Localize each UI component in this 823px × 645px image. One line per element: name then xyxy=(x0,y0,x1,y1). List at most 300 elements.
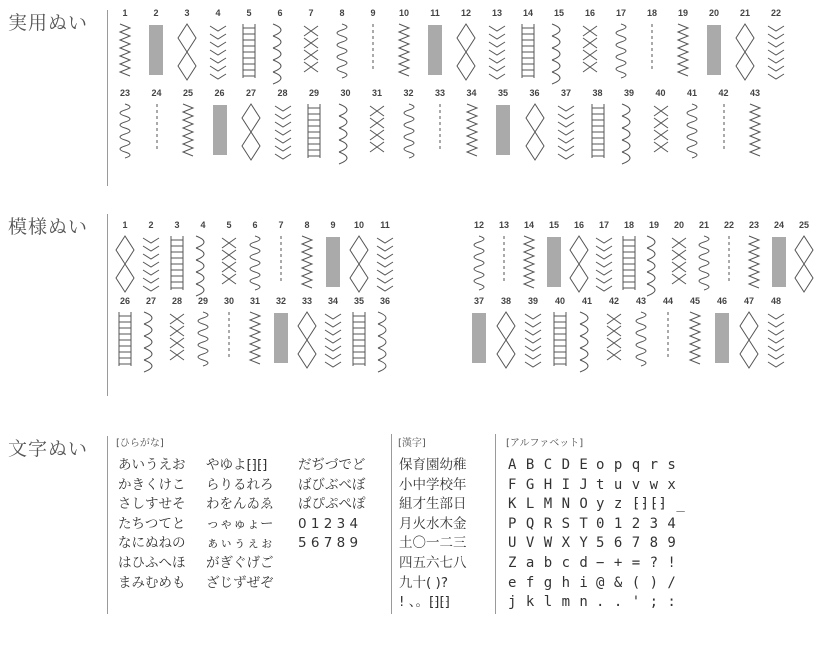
stitch-glyph-icon xyxy=(301,100,327,166)
stitch-number: 28 xyxy=(277,88,288,98)
stitch-number: 18 xyxy=(623,220,634,230)
character-line: ざじずぜぞ xyxy=(206,574,274,591)
stitch-pattern-21 xyxy=(691,220,717,300)
stitch-glyph-icon xyxy=(547,308,573,374)
stitch-pattern-35 xyxy=(346,296,372,376)
stitch-number: 21 xyxy=(739,8,750,18)
stitch-number: 7 xyxy=(278,220,284,230)
stitch-glyph-icon xyxy=(516,232,542,298)
stitch-number: 29 xyxy=(197,296,208,306)
character-line: だぢづでど xyxy=(298,457,366,473)
stitch-number: 45 xyxy=(689,296,700,306)
stitch-number: 38 xyxy=(592,88,603,98)
stitch-pattern-27 xyxy=(138,296,164,376)
stitch-glyph-icon xyxy=(346,232,372,298)
character-line: o p q r s xyxy=(596,457,677,473)
stitch-pattern-14 xyxy=(515,8,541,88)
stitch-glyph-icon xyxy=(639,20,665,86)
stitch-number: 31 xyxy=(249,296,260,306)
stitch-pattern-41 xyxy=(574,296,600,376)
character-line: っゃゅょー xyxy=(206,515,274,532)
stitch-pattern-19 xyxy=(641,220,667,300)
stitch-number: 48 xyxy=(770,296,781,306)
character-line: Z a b c d xyxy=(508,554,589,571)
stitch-glyph-icon xyxy=(574,308,600,374)
stitch-number: 7 xyxy=(308,8,314,18)
stitch-pattern-2 xyxy=(138,220,164,300)
stitch-glyph-icon xyxy=(709,308,735,374)
character-line: やゆよ⁅⁆⁅⁆ xyxy=(206,457,268,473)
stitch-number: 27 xyxy=(145,296,156,306)
section-divider xyxy=(107,214,108,396)
stitch-pattern-13 xyxy=(491,220,517,300)
practical-stitch-row-1 xyxy=(112,8,812,88)
stitch-glyph-icon xyxy=(608,20,634,86)
character-line: K L M N O xyxy=(508,496,589,513)
character-line: ! 、。⁅⁆⁅⁆ xyxy=(399,594,451,611)
stitch-glyph-icon xyxy=(298,20,324,86)
stitch-glyph-icon xyxy=(566,232,592,298)
stitch-glyph-icon xyxy=(655,308,681,374)
stitch-number: 27 xyxy=(245,88,256,98)
stitch-number: 19 xyxy=(648,220,659,230)
stitch-glyph-icon xyxy=(520,308,546,374)
stitch-pattern-26 xyxy=(112,296,138,376)
stitch-pattern-17 xyxy=(591,220,617,300)
stitch-number: 18 xyxy=(646,8,657,18)
stitch-number: 4 xyxy=(215,8,221,18)
section-label-practical: 実用ぬい xyxy=(8,12,89,34)
character-line: がぎぐげご xyxy=(206,554,274,571)
stitch-number: 42 xyxy=(608,296,619,306)
stitch-pattern-22 xyxy=(716,220,742,300)
stitch-pattern-7 xyxy=(268,220,294,300)
stitch-number: 32 xyxy=(403,88,414,98)
character-line: 5 6 7 8 9 xyxy=(596,535,677,552)
stitch-number: 39 xyxy=(527,296,538,306)
character-line: F G H I J xyxy=(508,476,589,493)
stitch-glyph-icon xyxy=(666,232,692,298)
stitch-glyph-icon xyxy=(144,100,170,166)
column-divider xyxy=(391,434,392,614)
stitch-pattern-24 xyxy=(766,220,792,300)
stitch-pattern-33 xyxy=(294,296,320,376)
stitch-number: 37 xyxy=(560,88,571,98)
stitch-glyph-icon xyxy=(591,232,617,298)
stitch-glyph-icon xyxy=(459,100,485,166)
stitch-pattern-12 xyxy=(453,8,479,88)
stitch-number: 19 xyxy=(677,8,688,18)
stitch-number: 28 xyxy=(171,296,182,306)
stitch-number: 36 xyxy=(379,296,390,306)
stitch-pattern-32 xyxy=(268,296,294,376)
stitch-pattern-40 xyxy=(648,88,674,168)
stitch-pattern-44 xyxy=(655,296,681,376)
stitch-number: 17 xyxy=(615,8,626,18)
stitch-glyph-icon xyxy=(205,20,231,86)
character-line: 小中学校年 xyxy=(399,476,467,493)
stitch-glyph-icon xyxy=(236,20,262,86)
character-line: . . ' ; : xyxy=(596,594,677,611)
character-line: たちつてと xyxy=(118,515,186,532)
character-line: まみむめも xyxy=(118,574,186,591)
stitch-pattern-18 xyxy=(639,8,665,88)
stitch-pattern-20 xyxy=(701,8,727,88)
stitch-glyph-icon xyxy=(763,20,789,86)
column-divider xyxy=(495,434,496,614)
stitch-pattern-18 xyxy=(616,220,642,300)
stitch-glyph-icon xyxy=(427,100,453,166)
stitch-number: 34 xyxy=(466,88,477,98)
stitch-pattern-25 xyxy=(175,88,201,168)
stitch-glyph-icon xyxy=(742,100,768,166)
stitch-pattern-14 xyxy=(516,220,542,300)
stitch-glyph-icon xyxy=(175,100,201,166)
stitch-pattern-46 xyxy=(709,296,735,376)
character-line: なにぬねの xyxy=(118,535,186,552)
character-line: 四五六七八 xyxy=(399,554,467,571)
alphabet-column-1 xyxy=(508,456,588,613)
stitch-number: 6 xyxy=(277,8,283,18)
hiragana-title: [ひらがな] xyxy=(116,438,164,449)
character-line: かきくけこ xyxy=(118,476,186,493)
section-divider xyxy=(107,436,108,614)
stitch-number: 8 xyxy=(304,220,310,230)
stitch-glyph-icon xyxy=(270,100,296,166)
section-label-decorative: 模様ぬい xyxy=(8,216,89,238)
stitch-glyph-icon xyxy=(484,20,510,86)
stitch-pattern-9 xyxy=(360,8,386,88)
character-line: ぱぴぷぺぽ xyxy=(298,496,366,513)
stitch-number: 2 xyxy=(153,8,159,18)
stitch-number: 26 xyxy=(214,88,225,98)
stitch-pattern-1 xyxy=(112,220,138,300)
stitch-pattern-13 xyxy=(484,8,510,88)
stitch-pattern-6 xyxy=(242,220,268,300)
stitch-number: 3 xyxy=(174,220,180,230)
stitch-glyph-icon xyxy=(396,100,422,166)
stitch-glyph-icon xyxy=(616,100,642,166)
kanji-column xyxy=(399,456,467,613)
character-line: 5 6 7 8 9 xyxy=(298,535,359,552)
stitch-number: 29 xyxy=(308,88,319,98)
stitch-pattern-23 xyxy=(112,88,138,168)
character-line: ばびぶべぼ xyxy=(298,476,366,493)
stitch-pattern-31 xyxy=(242,296,268,376)
stitch-number: 26 xyxy=(119,296,130,306)
stitch-pattern-3 xyxy=(164,220,190,300)
stitch-glyph-icon xyxy=(577,20,603,86)
stitch-number: 9 xyxy=(370,8,376,18)
character-line: らりるれろ xyxy=(206,476,274,493)
stitch-glyph-icon xyxy=(333,100,359,166)
stitch-pattern-4 xyxy=(190,220,216,300)
stitch-number: 35 xyxy=(497,88,508,98)
character-line: 保育園幼稚 xyxy=(399,457,467,473)
stitch-pattern-43 xyxy=(628,296,654,376)
stitch-number: 1 xyxy=(122,8,128,18)
stitch-glyph-icon xyxy=(585,100,611,166)
stitch-number: 10 xyxy=(398,8,409,18)
stitch-number: 31 xyxy=(371,88,382,98)
stitch-number: 15 xyxy=(548,220,559,230)
stitch-glyph-icon xyxy=(138,308,164,374)
stitch-pattern-45 xyxy=(682,296,708,376)
stitch-pattern-36 xyxy=(372,296,398,376)
stitch-glyph-icon xyxy=(216,232,242,298)
stitch-pattern-6 xyxy=(267,8,293,88)
stitch-pattern-40 xyxy=(547,296,573,376)
stitch-number: 46 xyxy=(716,296,727,306)
stitch-glyph-icon xyxy=(522,100,548,166)
stitch-pattern-24 xyxy=(144,88,170,168)
stitch-pattern-42 xyxy=(601,296,627,376)
stitch-glyph-icon xyxy=(736,308,762,374)
stitch-number: 5 xyxy=(226,220,232,230)
stitch-pattern-12 xyxy=(466,220,492,300)
stitch-number: 40 xyxy=(655,88,666,98)
stitch-number: 30 xyxy=(340,88,351,98)
character-line: P Q R S T xyxy=(508,515,589,532)
stitch-number: 34 xyxy=(327,296,338,306)
stitch-number: 24 xyxy=(151,88,162,98)
stitch-number: 33 xyxy=(301,296,312,306)
stitch-glyph-icon xyxy=(453,20,479,86)
stitch-number: 35 xyxy=(353,296,364,306)
stitch-pattern-1 xyxy=(112,8,138,88)
character-line: 組才生部日 xyxy=(399,496,467,513)
stitch-number: 43 xyxy=(749,88,760,98)
stitch-glyph-icon xyxy=(190,232,216,298)
stitch-number: 11 xyxy=(430,8,440,18)
stitch-glyph-icon xyxy=(112,100,138,166)
stitch-glyph-icon xyxy=(242,308,268,374)
stitch-number: 40 xyxy=(554,296,565,306)
decorative-stitch-row-2b xyxy=(466,296,816,376)
stitch-glyph-icon xyxy=(466,308,492,374)
stitch-glyph-icon xyxy=(493,308,519,374)
stitch-pattern-30 xyxy=(333,88,359,168)
stitch-pattern-10 xyxy=(346,220,372,300)
stitch-glyph-icon xyxy=(601,308,627,374)
character-line: e f g h i xyxy=(508,574,589,591)
stitch-pattern-41 xyxy=(679,88,705,168)
stitch-glyph-icon xyxy=(732,20,758,86)
stitch-number: 36 xyxy=(529,88,540,98)
stitch-glyph-icon xyxy=(174,20,200,86)
stitch-glyph-icon xyxy=(670,20,696,86)
stitch-pattern-3 xyxy=(174,8,200,88)
stitch-glyph-icon xyxy=(112,232,138,298)
stitch-glyph-icon xyxy=(294,232,320,298)
stitch-pattern-31 xyxy=(364,88,390,168)
stitch-glyph-icon xyxy=(320,232,346,298)
character-line: わをんゐゑ xyxy=(206,496,274,513)
character-line: ぁぃぅぇぉ xyxy=(206,535,274,552)
stitch-glyph-icon xyxy=(364,100,390,166)
stitch-pattern-48 xyxy=(763,296,789,376)
stitch-number: 8 xyxy=(339,8,345,18)
stitch-number: 4 xyxy=(200,220,206,230)
stitch-glyph-icon xyxy=(391,20,417,86)
stitch-pattern-21 xyxy=(732,8,758,88)
stitch-glyph-icon xyxy=(648,100,674,166)
stitch-number: 13 xyxy=(498,220,509,230)
decorative-stitch-row-1b xyxy=(466,220,816,300)
stitch-pattern-5 xyxy=(236,8,262,88)
section-label-letters: 文字ぬい xyxy=(8,438,89,460)
character-line: − + = ? ! xyxy=(596,554,677,571)
stitch-number: 16 xyxy=(573,220,584,230)
stitch-pattern-35 xyxy=(490,88,516,168)
stitch-pattern-8 xyxy=(294,220,320,300)
stitch-glyph-icon xyxy=(711,100,737,166)
stitch-glyph-icon xyxy=(766,232,792,298)
stitch-number: 30 xyxy=(223,296,234,306)
character-line: さしすせそ xyxy=(118,496,186,513)
stitch-glyph-icon xyxy=(679,100,705,166)
character-line: 土〇一二三 xyxy=(399,535,467,552)
stitch-number: 3 xyxy=(184,8,190,18)
stitch-pattern-11 xyxy=(372,220,398,300)
alphabet-column-2 xyxy=(596,456,685,613)
stitch-glyph-icon xyxy=(546,20,572,86)
stitch-glyph-icon xyxy=(346,308,372,374)
decorative-stitch-row-2a xyxy=(112,296,412,376)
stitch-number: 2 xyxy=(148,220,154,230)
stitch-pattern-39 xyxy=(616,88,642,168)
stitch-number: 21 xyxy=(698,220,709,230)
stitch-pattern-16 xyxy=(566,220,592,300)
stitch-number: 43 xyxy=(635,296,646,306)
stitch-glyph-icon xyxy=(329,20,355,86)
stitch-glyph-icon xyxy=(164,232,190,298)
practical-stitch-row-2 xyxy=(112,88,812,168)
stitch-pattern-32 xyxy=(396,88,422,168)
stitch-number: 14 xyxy=(522,8,533,18)
section-divider xyxy=(107,10,108,186)
stitch-pattern-10 xyxy=(391,8,417,88)
stitch-glyph-icon xyxy=(515,20,541,86)
stitch-number: 14 xyxy=(523,220,534,230)
stitch-glyph-icon xyxy=(741,232,767,298)
stitch-number: 13 xyxy=(491,8,502,18)
character-line: t u v w x xyxy=(596,476,677,493)
stitch-glyph-icon xyxy=(791,232,817,298)
stitch-glyph-icon xyxy=(267,20,293,86)
stitch-number: 11 xyxy=(380,220,390,230)
character-line: U V W X Y xyxy=(508,535,589,552)
stitch-pattern-29 xyxy=(301,88,327,168)
stitch-pattern-34 xyxy=(459,88,485,168)
stitch-glyph-icon xyxy=(112,20,138,86)
stitch-glyph-icon xyxy=(164,308,190,374)
stitch-glyph-icon xyxy=(701,20,727,86)
stitch-number: 41 xyxy=(581,296,592,306)
stitch-glyph-icon xyxy=(716,232,742,298)
character-line: 月火水木金 xyxy=(399,515,467,532)
stitch-glyph-icon xyxy=(138,232,164,298)
stitch-pattern-47 xyxy=(736,296,762,376)
stitch-glyph-icon xyxy=(360,20,386,86)
stitch-number: 33 xyxy=(434,88,445,98)
stitch-glyph-icon xyxy=(491,232,517,298)
stitch-number: 47 xyxy=(743,296,754,306)
character-line: 0 1 2 3 4 xyxy=(298,515,359,532)
stitch-pattern-11 xyxy=(422,8,448,88)
stitch-glyph-icon xyxy=(763,308,789,374)
stitch-number: 9 xyxy=(330,220,336,230)
character-line: @ & ( ) / xyxy=(596,574,677,591)
stitch-number: 23 xyxy=(748,220,759,230)
stitch-number: 22 xyxy=(723,220,734,230)
stitch-glyph-icon xyxy=(422,20,448,86)
character-line: あいうえお xyxy=(118,457,186,473)
stitch-glyph-icon xyxy=(238,100,264,166)
stitch-pattern-2 xyxy=(143,8,169,88)
stitch-pattern-26 xyxy=(207,88,233,168)
stitch-glyph-icon xyxy=(294,308,320,374)
stitch-number: 5 xyxy=(246,8,252,18)
stitch-number: 12 xyxy=(460,8,471,18)
stitch-glyph-icon xyxy=(466,232,492,298)
stitch-number: 6 xyxy=(252,220,258,230)
decorative-stitch-row-1a xyxy=(112,220,412,300)
stitch-pattern-23 xyxy=(741,220,767,300)
stitch-number: 10 xyxy=(353,220,364,230)
stitch-pattern-38 xyxy=(585,88,611,168)
hiragana-column-1 xyxy=(118,456,186,593)
stitch-number: 25 xyxy=(798,220,809,230)
stitch-number: 25 xyxy=(182,88,193,98)
character-line: j k l m n xyxy=(508,594,589,611)
stitch-number: 39 xyxy=(623,88,634,98)
stitch-number: 22 xyxy=(770,8,781,18)
stitch-glyph-icon xyxy=(320,308,346,374)
stitch-glyph-icon xyxy=(553,100,579,166)
character-line: はひふへほ xyxy=(118,554,186,571)
stitch-pattern-43 xyxy=(742,88,768,168)
character-line: 0 1 2 3 4 xyxy=(596,515,677,532)
stitch-pattern-33 xyxy=(427,88,453,168)
stitch-glyph-icon xyxy=(268,232,294,298)
stitch-number: 32 xyxy=(275,296,286,306)
stitch-glyph-icon xyxy=(207,100,233,166)
stitch-glyph-icon xyxy=(541,232,567,298)
stitch-number: 37 xyxy=(473,296,484,306)
stitch-glyph-icon xyxy=(216,308,242,374)
stitch-number: 38 xyxy=(500,296,511,306)
stitch-pattern-38 xyxy=(493,296,519,376)
character-line: y z ⁅⁆⁅⁆ _ xyxy=(596,496,686,513)
stitch-pattern-19 xyxy=(670,8,696,88)
alphabet-title: [アルファベット] xyxy=(506,438,584,449)
stitch-pattern-30 xyxy=(216,296,242,376)
stitch-glyph-icon xyxy=(242,232,268,298)
stitch-pattern-29 xyxy=(190,296,216,376)
character-line: 九十( )? xyxy=(399,574,448,591)
stitch-pattern-4 xyxy=(205,8,231,88)
stitch-number: 16 xyxy=(584,8,595,18)
stitch-number: 44 xyxy=(662,296,673,306)
stitch-glyph-icon xyxy=(143,20,169,86)
stitch-pattern-15 xyxy=(541,220,567,300)
character-line: A B C D E xyxy=(508,457,589,473)
stitch-pattern-37 xyxy=(466,296,492,376)
stitch-glyph-icon xyxy=(682,308,708,374)
stitch-glyph-icon xyxy=(691,232,717,298)
stitch-glyph-icon xyxy=(190,308,216,374)
